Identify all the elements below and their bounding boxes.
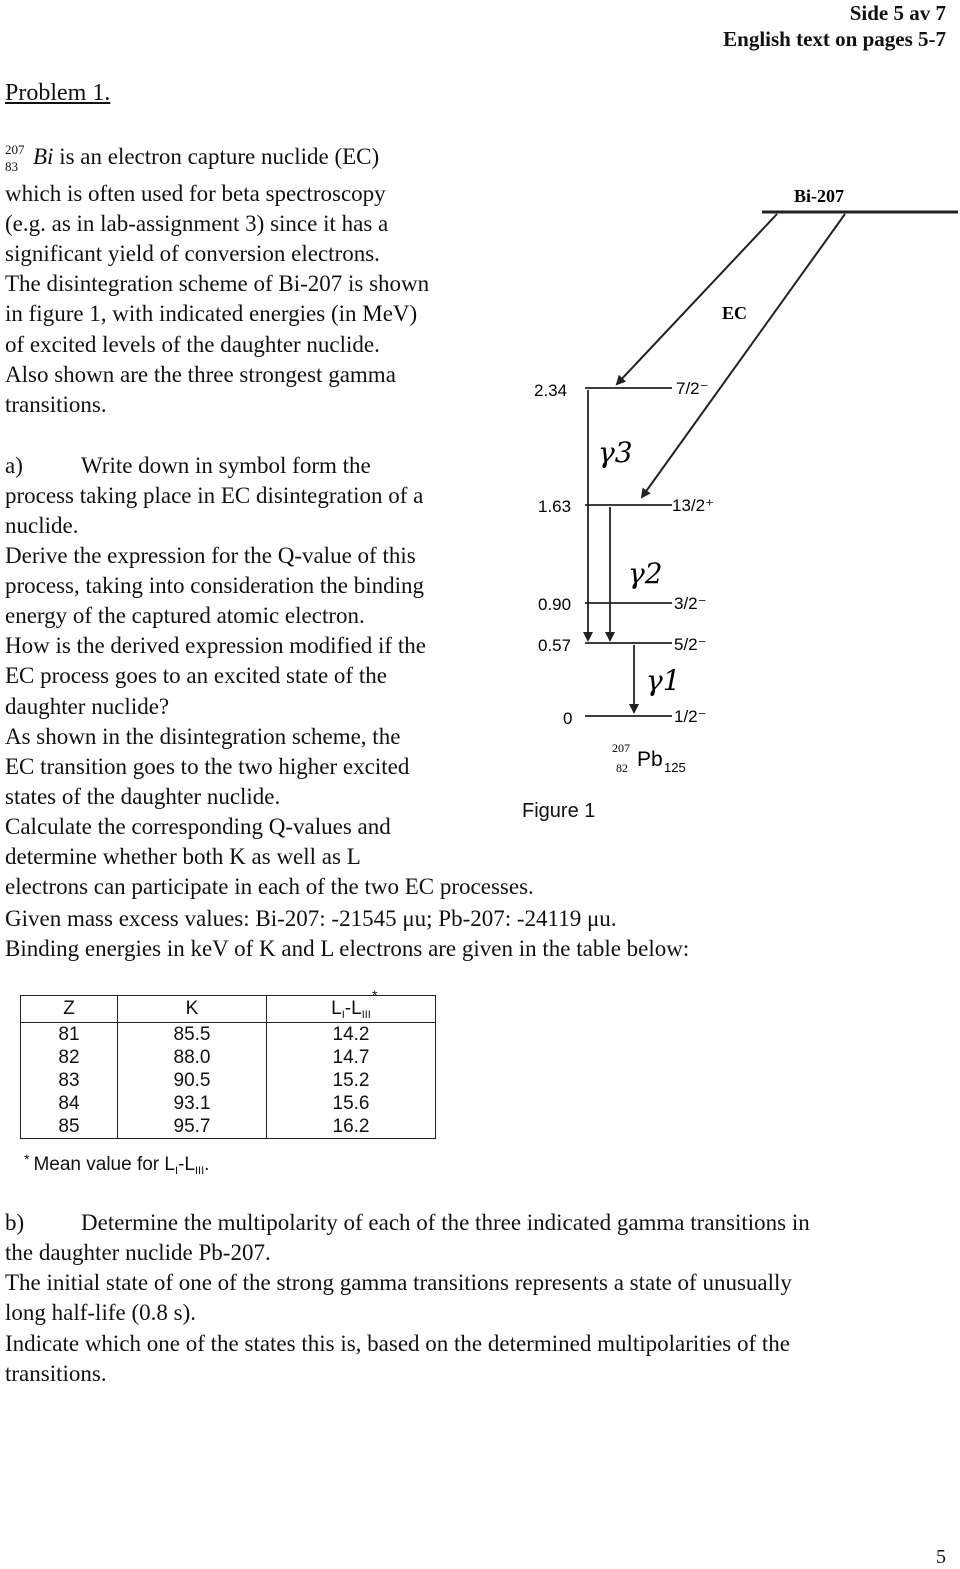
gamma-1-label: γ1 xyxy=(646,664,681,697)
level-spin: 1/2⁻ xyxy=(674,707,707,726)
level-energy: 2.34 xyxy=(534,381,568,400)
intro-line: transitions. xyxy=(5,392,107,417)
table-row xyxy=(21,1046,436,1069)
part-a-line: EC transition goes to the two higher excited xyxy=(5,754,410,779)
table-row xyxy=(21,1092,436,1115)
level-spin: 13/2⁺ xyxy=(672,496,715,515)
part-a-line: EC process goes to an excited state of the xyxy=(5,663,387,688)
part-a-line: determine whether both K as well as L xyxy=(5,844,361,869)
parent-label: Bi-207 xyxy=(794,186,845,206)
intro-first-line: is an electron capture nuclide (EC) xyxy=(53,144,380,169)
nuclide-atomic-number: 83 xyxy=(5,159,18,174)
page-header xyxy=(723,0,946,52)
intro-line: which is often used for beta spectroscopy xyxy=(5,181,386,206)
cell-z: 82 xyxy=(21,1046,118,1069)
cell-z: 85 xyxy=(21,1115,118,1139)
part-a-line: Binding energies in keV of K and L electrons are given in the table below: xyxy=(5,936,690,961)
part-a-line: nuclide. xyxy=(5,513,79,538)
level-energy: 0 xyxy=(563,709,573,728)
part-a-line: Given mass excess values: Bi-207: -21545 μu; Pb-207: -24119 μu. xyxy=(5,906,617,931)
gamma-2-label: γ2 xyxy=(628,557,663,590)
part-b-first-line: b) Determine the multipolarity of each of the three indicated gamma transitions in xyxy=(5,1210,810,1235)
cell-l: 15.6 xyxy=(267,1092,436,1115)
english-note: English text on pages 5-7 xyxy=(723,27,946,51)
daughter-mass: 207 xyxy=(612,741,630,755)
cell-z: 84 xyxy=(21,1092,118,1115)
part-a-line: process, taking into consideration the binding xyxy=(5,573,425,598)
cell-l: 15.2 xyxy=(267,1069,436,1092)
part-b-line: transitions. xyxy=(5,1361,107,1386)
daughter-symbol: Pb xyxy=(637,748,663,771)
part-a-line: process taking place in EC disintegration of a xyxy=(5,483,424,508)
intro-line: Also shown are the three strongest gamma xyxy=(5,362,396,387)
ec-label: EC xyxy=(722,303,748,323)
level-energy: 0.57 xyxy=(538,636,572,655)
cell-l: 16.2 xyxy=(267,1115,436,1139)
part-a-label: a) xyxy=(5,453,23,478)
header-k: K xyxy=(118,996,267,1023)
daughter-z: 82 xyxy=(616,761,628,775)
table-row xyxy=(21,1023,436,1047)
part-a-line: Calculate the corresponding Q-values and xyxy=(5,814,391,839)
gamma-3-label: γ3 xyxy=(598,436,633,469)
cell-z: 81 xyxy=(21,1023,118,1047)
nuclide-symbol: Bi xyxy=(33,144,54,169)
ec-arrow-to-1.63 xyxy=(642,214,845,497)
part-a-line: Derive the expression for the Q-value of this xyxy=(5,543,416,568)
decay-scheme-figure xyxy=(500,170,960,830)
header-z: Z xyxy=(21,996,118,1023)
part-b-line: the daughter nuclide Pb-207. xyxy=(5,1240,271,1265)
header-l: $L_I-L_{III}$ xyxy=(267,996,436,1023)
cell-k: 95.7 xyxy=(118,1115,267,1139)
part-b-line: long half-life (0.8 s). xyxy=(5,1300,196,1325)
table-row xyxy=(21,1115,436,1139)
level-spin: 3/2⁻ xyxy=(674,594,707,613)
level-energy: 0.90 xyxy=(538,595,572,614)
page-number: 5 xyxy=(936,1546,946,1568)
part-a-line: daughter nuclide? xyxy=(5,694,170,719)
intro-line: (e.g. as in lab-assignment 3) since it has a xyxy=(5,211,389,236)
level-spin: 5/2⁻ xyxy=(674,635,707,654)
figure-caption: Figure 1 xyxy=(522,800,596,822)
cell-z: 83 xyxy=(21,1069,118,1092)
part-a-line: How is the derived expression modified if the xyxy=(5,633,426,658)
binding-energy-table xyxy=(20,995,436,1139)
problem-title: Problem 1. xyxy=(5,80,111,106)
part-a-line: electrons can participate in each of the two EC processes. xyxy=(5,874,534,899)
level-energy: 1.63 xyxy=(538,497,572,516)
intro-line: significant yield of conversion electrons. xyxy=(5,241,380,266)
level-spin: 7/2⁻ xyxy=(676,379,709,398)
header-footnote-star: * xyxy=(372,987,378,1003)
table-row xyxy=(21,1069,436,1092)
part-a-line: energy of the captured atomic electron. xyxy=(5,603,365,628)
part-a-first-line: a) Write down in symbol form the xyxy=(5,453,371,478)
intro-line: The disintegration scheme of Bi-207 is shown xyxy=(5,271,430,296)
intro-line: of excited levels of the daughter nuclide. xyxy=(5,332,380,357)
table-footnote: * Mean value for $L_I-L_{III}$. xyxy=(24,1151,210,1177)
part-b-label: b) xyxy=(5,1210,25,1235)
cell-k: 90.5 xyxy=(118,1069,267,1092)
cell-l: 14.2 xyxy=(267,1023,436,1047)
page-label: Side 5 av 7 xyxy=(849,1,946,25)
cell-k: 88.0 xyxy=(118,1046,267,1069)
cell-l: 14.7 xyxy=(267,1046,436,1069)
part-a-line: As shown in the disintegration scheme, the xyxy=(5,724,401,749)
part-b-line: Indicate which one of the states this is, based on the determined multipolarities of the xyxy=(5,1331,790,1356)
daughter-n: 125 xyxy=(664,760,686,775)
cell-k: 85.5 xyxy=(118,1023,267,1047)
cell-k: 93.1 xyxy=(118,1092,267,1115)
part-b-line: The initial state of one of the strong gamma transitions represents a state of unusually xyxy=(5,1270,792,1295)
ec-arrow-to-2.34 xyxy=(617,214,777,384)
intro-line: in figure 1, with indicated energies (in MeV) xyxy=(5,301,418,326)
part-a-line: states of the daughter nuclide. xyxy=(5,784,281,809)
footnote-star: * xyxy=(24,1151,30,1167)
nuclide-mass-number: 207 xyxy=(5,142,25,157)
